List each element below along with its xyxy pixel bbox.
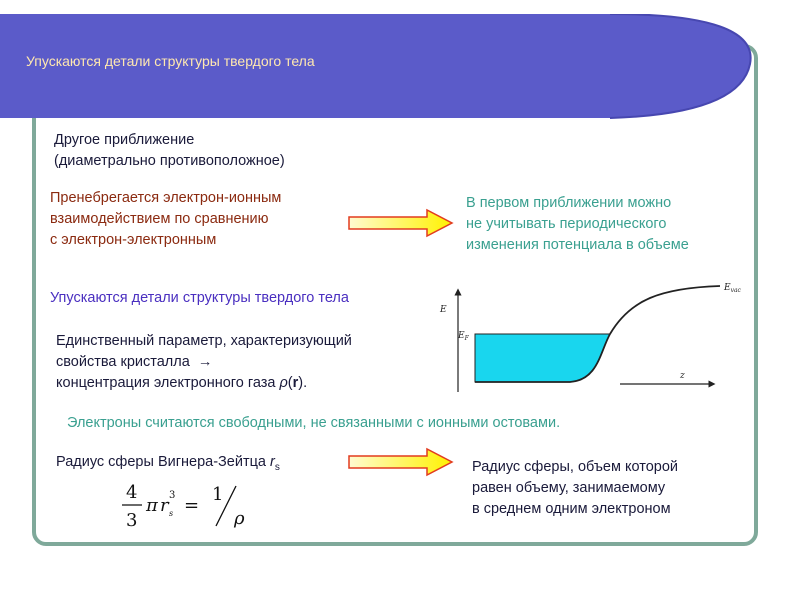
radius-def-line-3: в среднем одним электроном	[472, 501, 671, 517]
formula-sub: s	[169, 509, 174, 518]
formula-den-right: ρ	[234, 508, 245, 529]
formula-den-left: 3	[126, 510, 138, 531]
wigner-seitz-formula	[120, 478, 260, 538]
formula-exp: 3	[169, 490, 176, 501]
header-band	[0, 14, 800, 124]
radius-symbol: r	[270, 454, 275, 470]
ef-label: $E_F$	[458, 331, 469, 342]
evac-label: $E_{vac}$	[724, 283, 741, 294]
radius-sub: s	[274, 461, 280, 473]
radius-def-line-2: равен объему, занимаемому	[472, 480, 666, 496]
param-rho: ρ	[279, 375, 288, 391]
arrow-right-icon-2	[347, 447, 455, 477]
neglect-line-2: взаимодействием по сравнению	[50, 211, 269, 227]
formula-r: r	[160, 495, 169, 516]
formula-pi: π	[146, 495, 158, 516]
neglect-line-1: Пренебрегается электрон-ионным	[50, 190, 282, 206]
param-paren-close: ).	[298, 375, 308, 391]
formula-num-left: 4	[126, 482, 138, 503]
energy-diagram	[430, 280, 760, 395]
radius-label	[56, 452, 280, 478]
radius-def-line-1: Радиус сферы, объем которой	[472, 459, 679, 475]
param-line-3	[56, 373, 307, 394]
intro-line-1: Другое приближение	[54, 132, 195, 148]
first-approx-line-1: В первом приближении можно	[466, 195, 672, 211]
formula-num-right: 1	[212, 484, 224, 505]
param-r: r	[292, 375, 299, 391]
neglect-line-3: с электрон-электронным	[50, 232, 217, 248]
details-omitted: Упускаются детали структуры твердого тела	[50, 290, 349, 306]
slide-title: Упускаются детали структуры твердого тела	[26, 53, 315, 69]
axis-z-label: z	[680, 371, 685, 381]
formula-eq: =	[184, 495, 200, 516]
arrow-right-icon	[347, 208, 455, 238]
free-electrons: Электроны считаются свободными, не связанными с ионными остовами.	[67, 415, 561, 431]
radius-label-text: Радиус сферы Вигнера-Зейтца	[56, 454, 270, 470]
param-line-1: Единственный параметр, характеризующий	[56, 333, 352, 349]
fermi-sea-fill	[475, 334, 610, 382]
first-approx-line-2: не учитывать периодического	[466, 216, 667, 232]
param-paren-open: (	[287, 375, 293, 391]
param-line-3-prefix: концентрация электронного газа	[56, 375, 280, 391]
first-approx-line-3: изменения потенциала в объеме	[466, 237, 689, 253]
axis-e-label: E	[440, 305, 447, 315]
intro-line-2: (диаметрально противоположное)	[54, 153, 285, 169]
param-line-2: свойства кристалла →	[56, 354, 213, 370]
